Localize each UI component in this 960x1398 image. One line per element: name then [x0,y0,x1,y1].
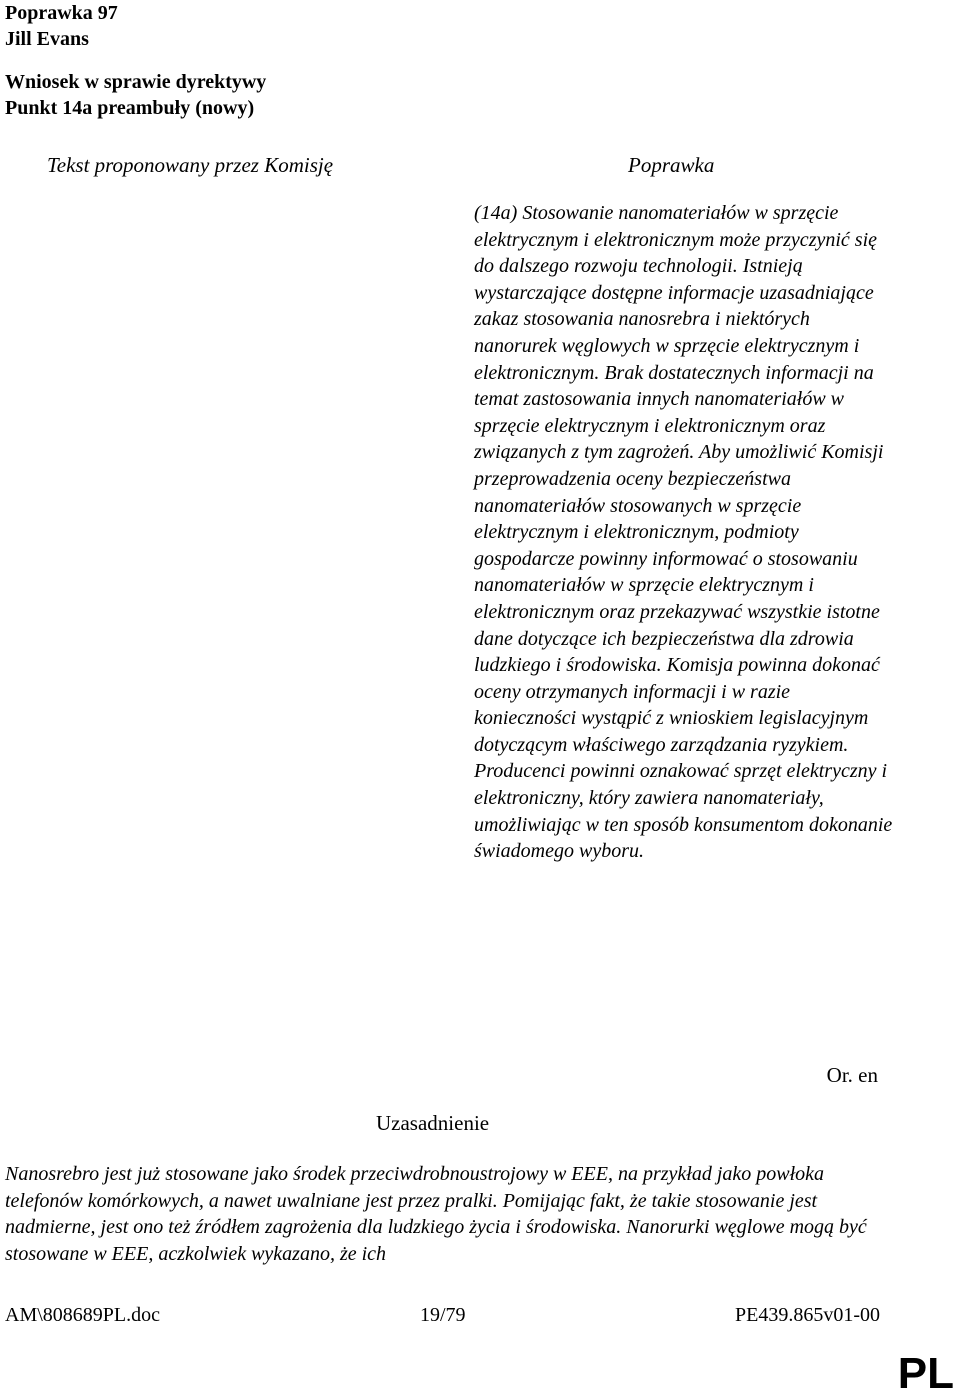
original-language: Or. en [826,1063,878,1087]
commission-text-heading: Tekst proponowany przez Komisję [47,153,334,177]
language-code: PL [897,1349,954,1398]
amendment-column-heading: Poprawka [628,153,715,177]
amendment-paragraph: (14a) Stosowanie nanomateriałów w sprzęcie elektrycznym i elektronicznym może przyczynić się do dalszego rozwoju technologii. Istnieją wystarczające dostępne informacje uzasadniające zakaz stosowania nanosrebra i niektórych nanorurek węglowych w sprzęcie elektrycznym i elektronicznym. Brak dostatecznych informacji na temat zastosowania innych nanomateriałów w sprzęcie elektrycznym i elektronicznym oraz związanych z tym zagrożeń. Aby umożliwić Komisji przeprowadzenia oceny bezpieczeństwa nanomateriałów stosowanych w sprzęcie elektrycznym i elektronicznym, podmioty gospodarcze powinny informować o stosowaniu nanomateriałów w sprzęcie elektrycznym i elektronicznym oraz przekazywać wszystkie istotne dane dotyczące ich bezpieczeństwa dla zdrowia ludzkiego i środowiska. Komisja powinna dokonać oceny otrzymanych informacji i w razie konieczności wystąpić z wnioskiem legislacyjnym dotyczącym właściwego zarządzania ryzykiem. Producenci powinni oznakować sprzęt elektryczny i elektroniczny, który zawiera nanomateriały, umożliwiając w ten sposób konsumentom dokonanie świadomego wyboru. [474,202,893,863]
justification-title: Uzasadnienie [376,1111,490,1135]
proposal-title: Wniosek w sprawie dyrektywy [5,71,267,93]
amendment-body [474,200,894,865]
amendment-header [5,0,266,121]
amendment-number: 97 [97,2,118,24]
amendment-label: Poprawka [5,2,93,24]
author-name: Jill Evans [5,28,89,50]
point-reference: Punkt 14a preambuły (nowy) [5,97,255,119]
justification-body [5,1161,885,1267]
justification-paragraph: Nanosrebro jest już stosowane jako środek przeciwdrobnoustrojowy w EEE, na przykład jako powłoka telefonów komórkowych, a nawet uwalniane jest przez pralki. Pomijając fakt, że takie stosowanie jest nadmierne, jest ono też źródłem zagrożenia dla ludzkiego życia i środowiska. Nanorurki węglowe mogą być stosowane w EEE, aczkolwiek wykazano, że ich [5,1163,867,1265]
amendment-title [5,0,266,26]
footer-doc-ref: AM\808689PL.doc [5,1304,160,1326]
footer-pe-ref: PE439.865v01-00 [735,1304,880,1326]
footer-page-number: 19/79 [420,1304,466,1326]
